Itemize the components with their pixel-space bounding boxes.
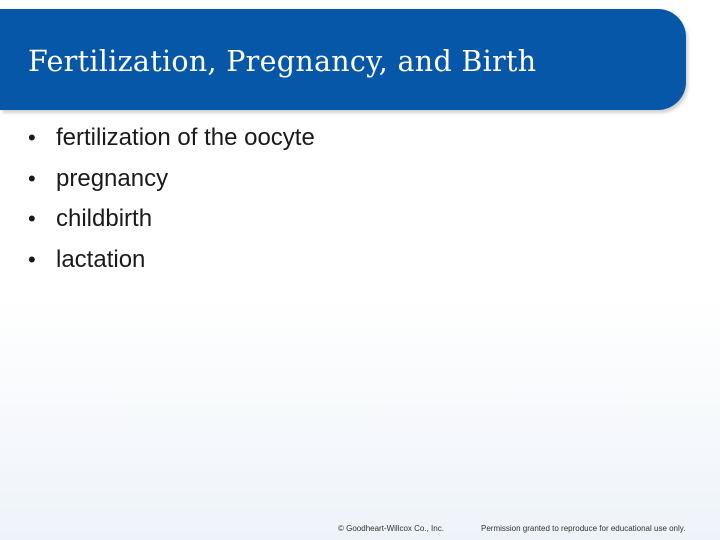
footer-copyright: © Goodheart-Willcox Co., Inc. — [338, 524, 444, 533]
bullet-item — [28, 118, 315, 159]
bullet-item — [28, 159, 315, 200]
slide-title: Fertilization, Pregnancy, and Birth — [28, 45, 537, 78]
bullet-item — [28, 240, 315, 281]
bullet-text: childbirth — [56, 205, 153, 233]
bullet-marker: • — [28, 246, 36, 272]
bullet-text: fertilization of the oocyte — [56, 124, 315, 152]
bullet-item — [28, 199, 315, 240]
bullet-text: lactation — [56, 245, 146, 273]
bullet-marker: • — [28, 165, 36, 191]
bullet-text: pregnancy — [56, 164, 169, 192]
bullet-marker: • — [28, 125, 36, 151]
bullet-marker: • — [28, 206, 36, 232]
footer-permission: Permission granted to reproduce for educational use only. — [481, 524, 686, 533]
bullet-list — [28, 118, 315, 280]
